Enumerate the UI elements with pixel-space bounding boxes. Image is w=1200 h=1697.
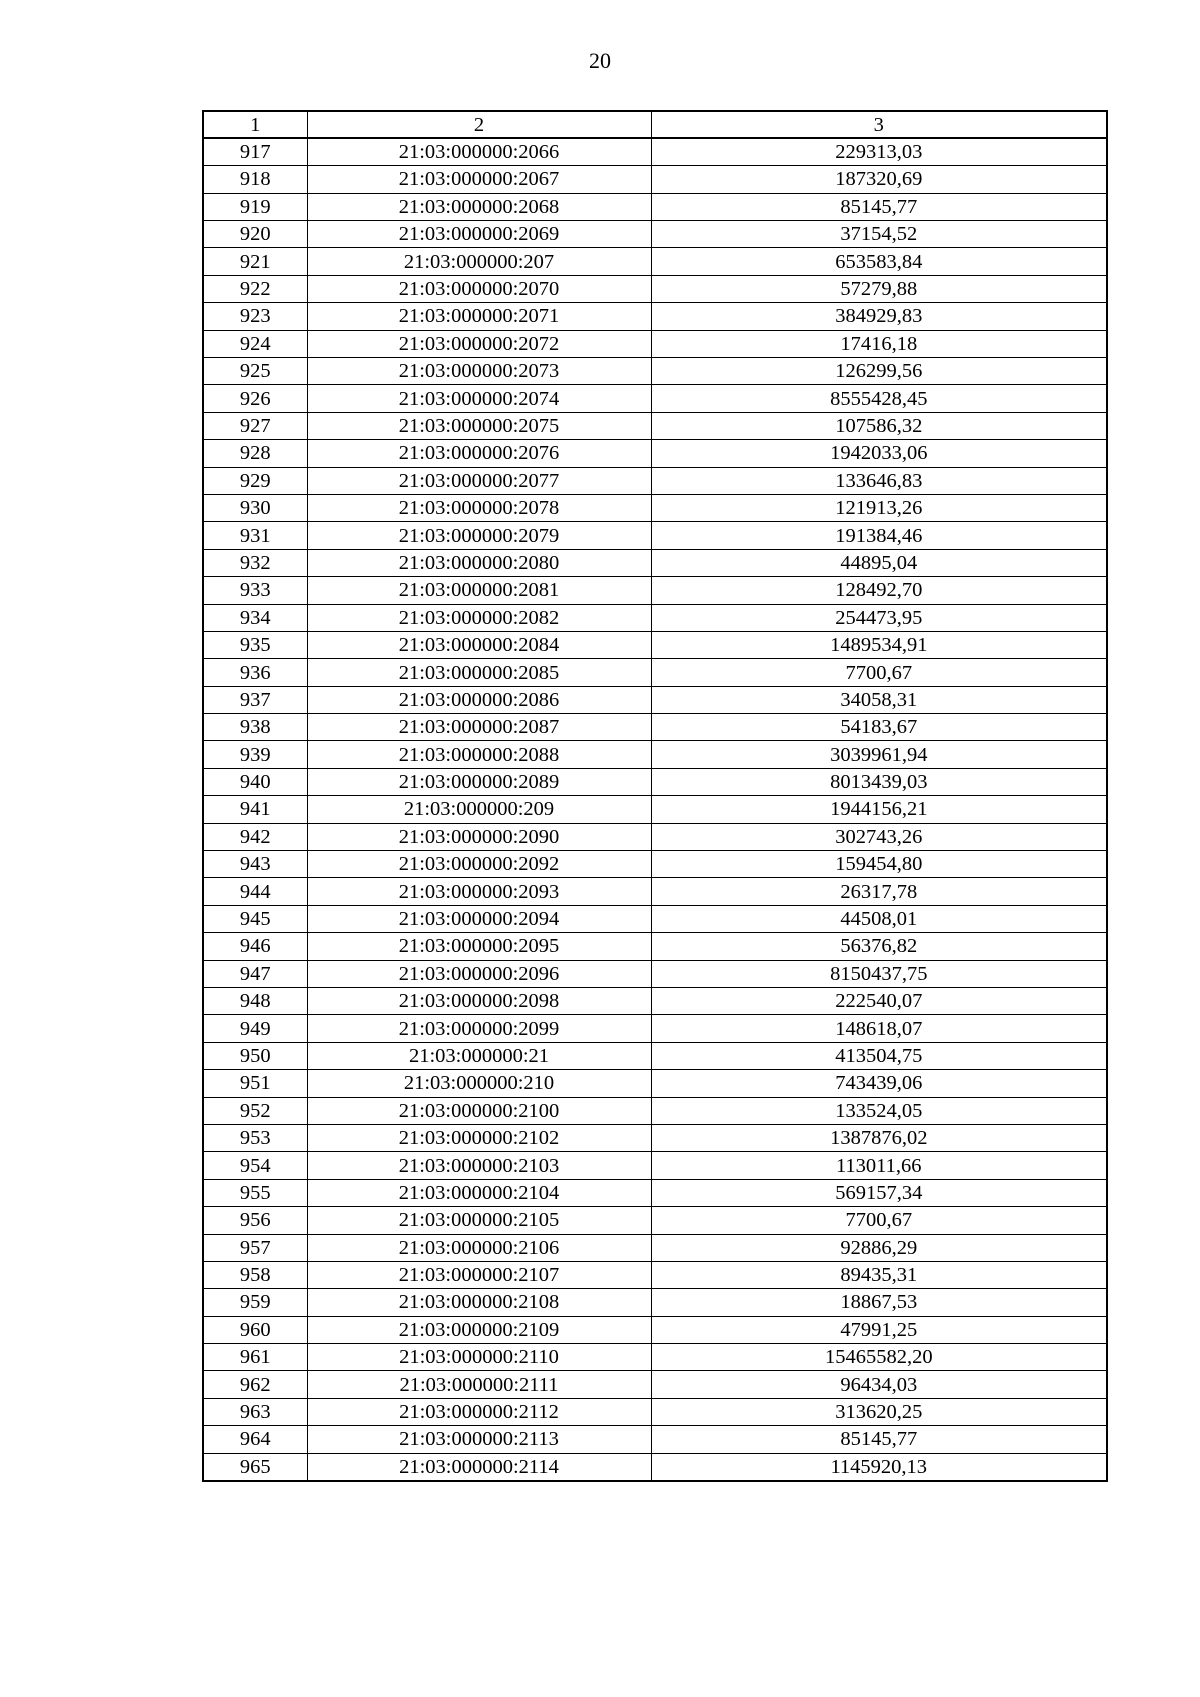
- cadastral-number-cell: 21:03:000000:2070: [307, 275, 651, 302]
- row-number-cell: 933: [203, 577, 307, 604]
- header-row: [203, 111, 1107, 138]
- row-number-cell: 931: [203, 522, 307, 549]
- cadastral-number-cell: 21:03:000000:2087: [307, 714, 651, 741]
- cadastral-number-cell: 21:03:000000:2078: [307, 494, 651, 521]
- table-row: [203, 1453, 1107, 1480]
- value-cell: 26317,78: [651, 878, 1107, 905]
- cadastral-number-cell: 21:03:000000:2089: [307, 768, 651, 795]
- value-cell: 1942033,06: [651, 440, 1107, 467]
- cadastral-number-cell: 21:03:000000:2111: [307, 1371, 651, 1398]
- cadastral-number-cell: 21:03:000000:2100: [307, 1097, 651, 1124]
- value-cell: 8150437,75: [651, 960, 1107, 987]
- data-table: [202, 110, 1108, 1482]
- table-row: [203, 714, 1107, 741]
- column-header-2: 2: [307, 111, 651, 138]
- value-cell: 254473,95: [651, 604, 1107, 631]
- cadastral-number-cell: 21:03:000000:2072: [307, 330, 651, 357]
- row-number-cell: 958: [203, 1261, 307, 1288]
- value-cell: 229313,03: [651, 138, 1107, 165]
- cadastral-number-cell: 21:03:000000:2082: [307, 604, 651, 631]
- cadastral-number-cell: 21:03:000000:2098: [307, 988, 651, 1015]
- value-cell: 92886,29: [651, 1234, 1107, 1261]
- cadastral-number-cell: 21:03:000000:2079: [307, 522, 651, 549]
- row-number-cell: 919: [203, 193, 307, 220]
- row-number-cell: 927: [203, 412, 307, 439]
- value-cell: 96434,03: [651, 1371, 1107, 1398]
- table-row: [203, 1316, 1107, 1343]
- table-header: [203, 111, 1107, 138]
- table-row: [203, 1152, 1107, 1179]
- table-row: [203, 330, 1107, 357]
- value-cell: 44895,04: [651, 549, 1107, 576]
- cadastral-number-cell: 21:03:000000:2073: [307, 358, 651, 385]
- cadastral-number-cell: 21:03:000000:2090: [307, 823, 651, 850]
- cadastral-number-cell: 21:03:000000:2080: [307, 549, 651, 576]
- value-cell: 107586,32: [651, 412, 1107, 439]
- table-row: [203, 440, 1107, 467]
- value-cell: 56376,82: [651, 933, 1107, 960]
- table-row: [203, 1124, 1107, 1151]
- row-number-cell: 918: [203, 166, 307, 193]
- table-row: [203, 1015, 1107, 1042]
- value-cell: 569157,34: [651, 1179, 1107, 1206]
- cadastral-number-cell: 21:03:000000:2114: [307, 1453, 651, 1480]
- cadastral-number-cell: 21:03:000000:2068: [307, 193, 651, 220]
- table-body: [203, 138, 1107, 1480]
- row-number-cell: 940: [203, 768, 307, 795]
- table-row: [203, 522, 1107, 549]
- value-cell: 34058,31: [651, 686, 1107, 713]
- table-row: [203, 768, 1107, 795]
- table-row: [203, 166, 1107, 193]
- cadastral-number-cell: 21:03:000000:2113: [307, 1426, 651, 1453]
- cadastral-number-cell: 21:03:000000:2105: [307, 1207, 651, 1234]
- cadastral-number-cell: 21:03:000000:2076: [307, 440, 651, 467]
- cadastral-number-cell: 21:03:000000:2077: [307, 467, 651, 494]
- table-row: [203, 138, 1107, 165]
- value-cell: 8013439,03: [651, 768, 1107, 795]
- table-row: [203, 741, 1107, 768]
- table-row: [203, 193, 1107, 220]
- table-row: [203, 823, 1107, 850]
- value-cell: 128492,70: [651, 577, 1107, 604]
- row-number-cell: 954: [203, 1152, 307, 1179]
- cadastral-number-cell: 21:03:000000:210: [307, 1070, 651, 1097]
- cadastral-number-cell: 21:03:000000:2071: [307, 303, 651, 330]
- value-cell: 384929,83: [651, 303, 1107, 330]
- table-row: [203, 960, 1107, 987]
- table-row: [203, 988, 1107, 1015]
- row-number-cell: 965: [203, 1453, 307, 1480]
- table-row: [203, 686, 1107, 713]
- table-row: [203, 905, 1107, 932]
- table-row: [203, 1371, 1107, 1398]
- row-number-cell: 947: [203, 960, 307, 987]
- cadastral-number-cell: 21:03:000000:2088: [307, 741, 651, 768]
- value-cell: 743439,06: [651, 1070, 1107, 1097]
- table-row: [203, 248, 1107, 275]
- cadastral-number-cell: 21:03:000000:2086: [307, 686, 651, 713]
- row-number-cell: 920: [203, 221, 307, 248]
- table-row: [203, 1207, 1107, 1234]
- table-row: [203, 467, 1107, 494]
- value-cell: 44508,01: [651, 905, 1107, 932]
- cadastral-number-cell: 21:03:000000:207: [307, 248, 651, 275]
- row-number-cell: 964: [203, 1426, 307, 1453]
- cadastral-number-cell: 21:03:000000:2084: [307, 631, 651, 658]
- cadastral-number-cell: 21:03:000000:2093: [307, 878, 651, 905]
- table-row: [203, 577, 1107, 604]
- row-number-cell: 945: [203, 905, 307, 932]
- row-number-cell: 934: [203, 604, 307, 631]
- row-number-cell: 923: [203, 303, 307, 330]
- value-cell: 1944156,21: [651, 796, 1107, 823]
- value-cell: 121913,26: [651, 494, 1107, 521]
- row-number-cell: 930: [203, 494, 307, 521]
- row-number-cell: 953: [203, 1124, 307, 1151]
- row-number-cell: 951: [203, 1070, 307, 1097]
- row-number-cell: 963: [203, 1398, 307, 1425]
- table-row: [203, 358, 1107, 385]
- value-cell: 37154,52: [651, 221, 1107, 248]
- value-cell: 54183,67: [651, 714, 1107, 741]
- row-number-cell: 938: [203, 714, 307, 741]
- row-number-cell: 950: [203, 1042, 307, 1069]
- value-cell: 1387876,02: [651, 1124, 1107, 1151]
- cadastral-number-cell: 21:03:000000:2109: [307, 1316, 651, 1343]
- table-row: [203, 1097, 1107, 1124]
- table-row: [203, 1042, 1107, 1069]
- cadastral-number-cell: 21:03:000000:2075: [307, 412, 651, 439]
- row-number-cell: 943: [203, 851, 307, 878]
- value-cell: 18867,53: [651, 1289, 1107, 1316]
- value-cell: 85145,77: [651, 1426, 1107, 1453]
- table-row: [203, 1289, 1107, 1316]
- row-number-cell: 939: [203, 741, 307, 768]
- table-row: [203, 549, 1107, 576]
- value-cell: 17416,18: [651, 330, 1107, 357]
- cadastral-number-cell: 21:03:000000:2085: [307, 659, 651, 686]
- table-row: [203, 1261, 1107, 1288]
- cadastral-number-cell: 21:03:000000:2074: [307, 385, 651, 412]
- table-row: [203, 303, 1107, 330]
- table-row: [203, 1344, 1107, 1371]
- cadastral-number-cell: 21:03:000000:2067: [307, 166, 651, 193]
- table-row: [203, 933, 1107, 960]
- row-number-cell: 955: [203, 1179, 307, 1206]
- value-cell: 85145,77: [651, 193, 1107, 220]
- row-number-cell: 937: [203, 686, 307, 713]
- value-cell: 47991,25: [651, 1316, 1107, 1343]
- row-number-cell: 925: [203, 358, 307, 385]
- cadastral-number-cell: 21:03:000000:2107: [307, 1261, 651, 1288]
- row-number-cell: 917: [203, 138, 307, 165]
- table-row: [203, 659, 1107, 686]
- cadastral-number-cell: 21:03:000000:2110: [307, 1344, 651, 1371]
- table-row: [203, 1398, 1107, 1425]
- row-number-cell: 944: [203, 878, 307, 905]
- table-row: [203, 1179, 1107, 1206]
- cadastral-number-cell: 21:03:000000:2081: [307, 577, 651, 604]
- row-number-cell: 936: [203, 659, 307, 686]
- cadastral-number-cell: 21:03:000000:2069: [307, 221, 651, 248]
- row-number-cell: 960: [203, 1316, 307, 1343]
- value-cell: 413504,75: [651, 1042, 1107, 1069]
- row-number-cell: 952: [203, 1097, 307, 1124]
- row-number-cell: 926: [203, 385, 307, 412]
- cadastral-number-cell: 21:03:000000:2096: [307, 960, 651, 987]
- cadastral-number-cell: 21:03:000000:2099: [307, 1015, 651, 1042]
- row-number-cell: 957: [203, 1234, 307, 1261]
- value-cell: 89435,31: [651, 1261, 1107, 1288]
- value-cell: 133524,05: [651, 1097, 1107, 1124]
- value-cell: 302743,26: [651, 823, 1107, 850]
- cadastral-number-cell: 21:03:000000:2094: [307, 905, 651, 932]
- value-cell: 148618,07: [651, 1015, 1107, 1042]
- row-number-cell: 922: [203, 275, 307, 302]
- value-cell: 159454,80: [651, 851, 1107, 878]
- value-cell: 57279,88: [651, 275, 1107, 302]
- value-cell: 1145920,13: [651, 1453, 1107, 1480]
- table-row: [203, 878, 1107, 905]
- table-row: [203, 1234, 1107, 1261]
- row-number-cell: 942: [203, 823, 307, 850]
- page-number: 20: [589, 48, 611, 73]
- table-row: [203, 412, 1107, 439]
- row-number-cell: 949: [203, 1015, 307, 1042]
- table-row: [203, 221, 1107, 248]
- table-row: [203, 385, 1107, 412]
- row-number-cell: 935: [203, 631, 307, 658]
- value-cell: 7700,67: [651, 659, 1107, 686]
- row-number-cell: 959: [203, 1289, 307, 1316]
- cadastral-number-cell: 21:03:000000:2102: [307, 1124, 651, 1151]
- row-number-cell: 962: [203, 1371, 307, 1398]
- cadastral-number-cell: 21:03:000000:21: [307, 1042, 651, 1069]
- cadastral-number-cell: 21:03:000000:2103: [307, 1152, 651, 1179]
- table-row: [203, 1426, 1107, 1453]
- value-cell: 313620,25: [651, 1398, 1107, 1425]
- cadastral-number-cell: 21:03:000000:2108: [307, 1289, 651, 1316]
- table-row: [203, 631, 1107, 658]
- table-row: [203, 851, 1107, 878]
- value-cell: 191384,46: [651, 522, 1107, 549]
- value-cell: 187320,69: [651, 166, 1107, 193]
- column-header-1: 1: [203, 111, 307, 138]
- row-number-cell: 946: [203, 933, 307, 960]
- row-number-cell: 948: [203, 988, 307, 1015]
- row-number-cell: 928: [203, 440, 307, 467]
- cadastral-number-cell: 21:03:000000:2092: [307, 851, 651, 878]
- value-cell: 653583,84: [651, 248, 1107, 275]
- value-cell: 126299,56: [651, 358, 1107, 385]
- row-number-cell: 941: [203, 796, 307, 823]
- value-cell: 133646,83: [651, 467, 1107, 494]
- row-number-cell: 921: [203, 248, 307, 275]
- table-row: [203, 275, 1107, 302]
- table-row: [203, 494, 1107, 521]
- row-number-cell: 956: [203, 1207, 307, 1234]
- table-row: [203, 1070, 1107, 1097]
- table-row: [203, 604, 1107, 631]
- row-number-cell: 929: [203, 467, 307, 494]
- cadastral-number-cell: 21:03:000000:209: [307, 796, 651, 823]
- column-header-3: 3: [651, 111, 1107, 138]
- cadastral-number-cell: 21:03:000000:2112: [307, 1398, 651, 1425]
- row-number-cell: 961: [203, 1344, 307, 1371]
- row-number-cell: 932: [203, 549, 307, 576]
- value-cell: 15465582,20: [651, 1344, 1107, 1371]
- table-row: [203, 796, 1107, 823]
- cadastral-number-cell: 21:03:000000:2095: [307, 933, 651, 960]
- value-cell: 7700,67: [651, 1207, 1107, 1234]
- value-cell: 3039961,94: [651, 741, 1107, 768]
- value-cell: 222540,07: [651, 988, 1107, 1015]
- value-cell: 113011,66: [651, 1152, 1107, 1179]
- cadastral-number-cell: 21:03:000000:2066: [307, 138, 651, 165]
- cadastral-number-cell: 21:03:000000:2104: [307, 1179, 651, 1206]
- value-cell: 8555428,45: [651, 385, 1107, 412]
- row-number-cell: 924: [203, 330, 307, 357]
- value-cell: 1489534,91: [651, 631, 1107, 658]
- cadastral-number-cell: 21:03:000000:2106: [307, 1234, 651, 1261]
